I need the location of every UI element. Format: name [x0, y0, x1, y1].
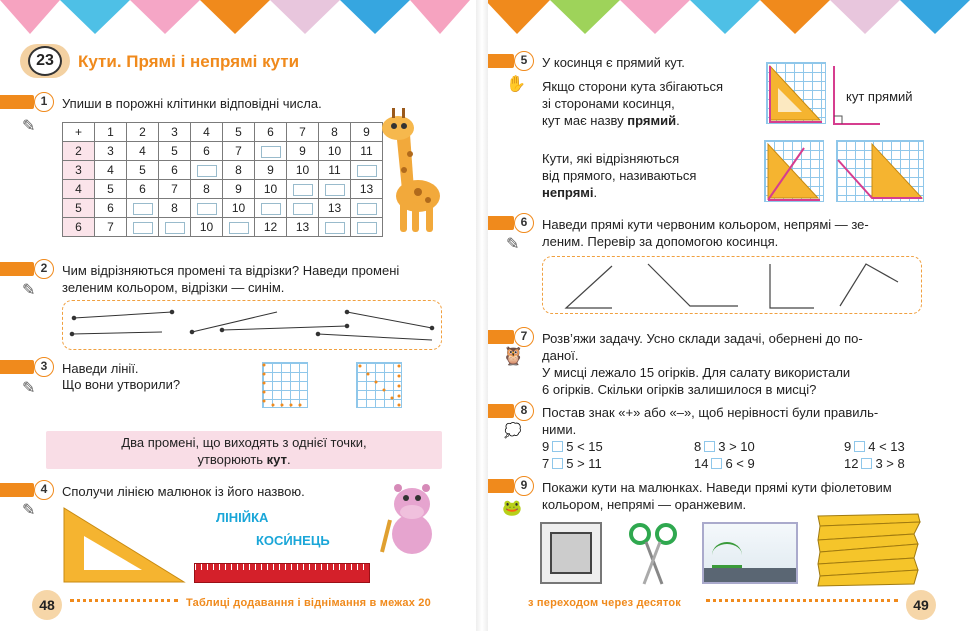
- table-cell: 13: [319, 199, 351, 218]
- task8-line2: ними.: [542, 422, 577, 437]
- scissors-illustration[interactable]: [628, 522, 678, 586]
- task3-line1: Наведи лінії.: [62, 361, 139, 376]
- task6-line1: Наведи прямі кути червоним кольором, непрямі — зе-: [542, 217, 869, 232]
- answer-box[interactable]: [293, 184, 313, 196]
- task8-line1: Постав знак «+» або «–», щоб нерівності були правиль-: [542, 405, 879, 420]
- aquarium-gravel: [704, 568, 796, 582]
- table-header-cell: 2: [127, 123, 159, 142]
- task7-line3: У мисці лежало 15 огірків. Для салату використали: [542, 365, 851, 380]
- table-empty-cell[interactable]: [255, 142, 287, 161]
- task3-line2: Що вони утворили?: [62, 377, 181, 392]
- table-cell: 10: [191, 218, 223, 237]
- ineq-a: 8: [694, 439, 702, 454]
- table-cell: 9: [287, 142, 319, 161]
- table-row-header: 6: [63, 218, 95, 237]
- inequality-1[interactable]: [542, 438, 603, 455]
- table-row-header: 2: [63, 142, 95, 161]
- task5-text: кут має назву: [542, 113, 628, 128]
- table-empty-cell[interactable]: [191, 199, 223, 218]
- answer-box[interactable]: [293, 203, 313, 215]
- table-empty-cell[interactable]: [159, 218, 191, 237]
- table-cell: 10: [287, 161, 319, 180]
- answer-box[interactable]: [325, 184, 345, 196]
- footer-dots-right: [706, 596, 898, 602]
- set-square-non-right-1: [764, 140, 824, 202]
- ineq-a: 9: [844, 439, 852, 454]
- table-cell: 7: [159, 180, 191, 199]
- sign-box[interactable]: [552, 441, 563, 452]
- task1-text: Упиши в порожні клітинки відповідні числа.: [62, 96, 322, 111]
- rays-segments-drawing[interactable]: [62, 300, 442, 350]
- picture-inner: [550, 532, 592, 574]
- task5-dot2: .: [593, 185, 598, 200]
- angle-dots-1: [262, 362, 308, 408]
- page-gutter: [476, 0, 488, 631]
- term-non-right: непрямі: [542, 185, 594, 200]
- pencil-icon: ✎: [22, 118, 36, 135]
- table-cell: 9: [223, 180, 255, 199]
- table-empty-cell[interactable]: [127, 218, 159, 237]
- table-cell: 8: [223, 161, 255, 180]
- table-empty-cell[interactable]: [191, 161, 223, 180]
- addition-table: [62, 122, 383, 237]
- table-cell: 6: [191, 142, 223, 161]
- task9-number: 9: [514, 476, 534, 496]
- task9-line1: Покажи кути на малюнках. Наведи прямі кути фіолетовим: [542, 480, 892, 495]
- inequality-3[interactable]: [694, 438, 755, 455]
- owl-icon: 🦉: [502, 346, 525, 366]
- task4-number: 4: [34, 480, 54, 500]
- task1-number: 1: [34, 92, 54, 112]
- table-empty-cell[interactable]: [223, 218, 255, 237]
- frog-icon: 🐸: [502, 500, 522, 517]
- table-empty-cell[interactable]: [127, 199, 159, 218]
- table-header-cell: 6: [255, 123, 287, 142]
- table-cell: 4: [95, 161, 127, 180]
- ineq-b: 4 < 13: [868, 439, 905, 454]
- task6-number: 6: [514, 213, 534, 233]
- task5-bar: [488, 54, 514, 68]
- table-cell: 11: [319, 161, 351, 180]
- table-row-header: 4: [63, 180, 95, 199]
- sign-box[interactable]: [552, 458, 563, 469]
- task5-line7: [542, 184, 597, 201]
- inequality-4[interactable]: [694, 455, 755, 472]
- pencil-icon: ✎: [22, 282, 36, 299]
- table-corner: +: [63, 123, 95, 142]
- ineq-b: 5 > 11: [566, 456, 602, 471]
- word-set-square[interactable]: КОСИ́НЕЦЬ: [256, 533, 330, 548]
- table-row-header: 3: [63, 161, 95, 180]
- ineq-b: 3 > 10: [718, 439, 755, 454]
- footer-text-left: Таблиці додавання і віднімання в межах 20: [186, 597, 431, 609]
- definition-dot: .: [286, 452, 291, 467]
- sign-box[interactable]: [854, 441, 865, 452]
- ineq-a: 14: [694, 456, 709, 471]
- table-cell: 7: [95, 218, 127, 237]
- set-square-right-angle: [766, 62, 826, 124]
- set-square-illustration[interactable]: [62, 506, 188, 584]
- sign-box[interactable]: [711, 458, 722, 469]
- task5-line1: У косинця є прямий кут.: [542, 55, 685, 70]
- set-square-non-right-2: [836, 140, 924, 202]
- table-header-cell: 7: [287, 123, 319, 142]
- table-header-cell: 4: [191, 123, 223, 142]
- task6-bar: [488, 216, 514, 230]
- task7-line4: 6 огірків. Скільки огірків залишилося в мисці?: [542, 382, 817, 397]
- right-angle-label: кут прямий: [846, 89, 913, 104]
- page-number-right: 49: [906, 590, 936, 620]
- ineq-a: 9: [542, 439, 550, 454]
- definition-term: кут: [266, 452, 287, 467]
- angle-dots-2: [356, 362, 402, 408]
- inequality-5[interactable]: [844, 438, 905, 455]
- task2-number: 2: [34, 259, 54, 279]
- table-empty-cell[interactable]: [255, 199, 287, 218]
- task8-bar: [488, 404, 514, 418]
- task4-text: Сполучи лінією малюнок із його назвою.: [62, 484, 305, 499]
- task5-dot: .: [676, 113, 680, 128]
- task5-line4: [542, 112, 680, 129]
- hippo-illustration: [380, 480, 440, 556]
- table-cell: 10: [319, 142, 351, 161]
- task7-line2: даної.: [542, 348, 579, 363]
- aquarium-plant: [712, 542, 742, 568]
- table-cell: 8: [191, 180, 223, 199]
- task9-line2: кольором, непрямі — оранжевим.: [542, 497, 747, 512]
- task7-line1: Розв’яжи задачу. Усно склади задачі, обернені до по-: [542, 331, 863, 346]
- word-ruler[interactable]: ЛІНІЙКА: [216, 510, 269, 525]
- task3-number: 3: [34, 357, 54, 377]
- inequality-2[interactable]: [542, 455, 602, 472]
- table-header-cell: 5: [223, 123, 255, 142]
- page-number-left: 48: [32, 590, 62, 620]
- task7-number: 7: [514, 327, 534, 347]
- table-cell: 5: [95, 180, 127, 199]
- table-cell: 11: [351, 142, 383, 161]
- sign-box[interactable]: [861, 458, 872, 469]
- table-cell: 4: [127, 142, 159, 161]
- table-cell: 13: [287, 218, 319, 237]
- table-empty-cell[interactable]: [287, 180, 319, 199]
- answer-box[interactable]: [325, 222, 345, 234]
- pencil-icon: ✎: [506, 236, 520, 253]
- task9-bar: [488, 479, 514, 493]
- task5-line6: від прямого, називаються: [542, 168, 697, 183]
- ineq-b: 3 > 8: [875, 456, 905, 471]
- table-header-cell: 3: [159, 123, 191, 142]
- ineq-b: 6 < 9: [725, 456, 755, 471]
- ineq-a: 12: [844, 456, 859, 471]
- task8-number: 8: [514, 401, 534, 421]
- table-cell: 10: [255, 180, 287, 199]
- table-cell: 10: [223, 199, 255, 218]
- task2-bar: [0, 262, 34, 276]
- table-cell: 9: [255, 161, 287, 180]
- task5-line5: Кути, які відрізняються: [542, 151, 680, 166]
- footer-text-right: з переходом через десяток: [528, 597, 681, 609]
- table-empty-cell[interactable]: [319, 218, 351, 237]
- table-header-cell: 9: [351, 123, 383, 142]
- sign-box[interactable]: [704, 441, 715, 452]
- definition-line2: [46, 451, 442, 468]
- right-angle-symbol: [826, 62, 882, 128]
- table-empty-cell[interactable]: [287, 199, 319, 218]
- task5-line2: Якщо сторони кута збігаються: [542, 79, 724, 94]
- ineq-b: 5 < 15: [566, 439, 603, 454]
- table-cell: 5: [127, 161, 159, 180]
- table-cell: 6: [159, 161, 191, 180]
- task5-line3: зі сторонами косинця,: [542, 96, 675, 111]
- definition-text: утворюють: [197, 452, 267, 467]
- table-cell: 6: [127, 180, 159, 199]
- task3-bar: [0, 360, 34, 374]
- lesson-number: 23: [28, 46, 62, 76]
- table-cell: 7: [223, 142, 255, 161]
- answer-box[interactable]: [197, 165, 217, 177]
- pencil-icon: ✎: [22, 502, 36, 519]
- table-cell: 8: [159, 199, 191, 218]
- table-empty-cell[interactable]: [319, 180, 351, 199]
- task4-bar: [0, 483, 34, 497]
- pencil-icon: ✎: [22, 380, 36, 397]
- table-row-header: 5: [63, 199, 95, 218]
- table-cell: 3: [95, 142, 127, 161]
- lesson-title: Кути. Прямі і непрямі кути: [78, 52, 300, 71]
- answer-box[interactable]: [261, 146, 281, 158]
- answer-box[interactable]: [133, 222, 153, 234]
- definition-line1: Два промені, що виходять з однієї точки,: [121, 435, 367, 450]
- task6-line2: леним. Перевір за допомогою косинця.: [542, 234, 779, 249]
- table-cell: 5: [159, 142, 191, 161]
- term-right: прямий: [627, 113, 677, 128]
- answer-box[interactable]: [261, 203, 281, 215]
- answer-box[interactable]: [165, 222, 185, 234]
- inequality-6[interactable]: [844, 455, 905, 472]
- task5-number: 5: [514, 51, 534, 71]
- answer-box[interactable]: [133, 203, 153, 215]
- ineq-a: 7: [542, 456, 550, 471]
- table-header-cell: 8: [319, 123, 351, 142]
- answer-box[interactable]: [229, 222, 249, 234]
- hand-icon: ✋: [506, 76, 526, 93]
- giraffe-illustration: [374, 104, 450, 236]
- footer-dots-left: [70, 596, 178, 602]
- task1-bar: [0, 95, 34, 109]
- task2-line1: Чим відрізняються промені та відрізки? Наведи промені: [62, 263, 400, 278]
- task2-line2: зеленим кольором, відрізки — синім.: [62, 280, 285, 295]
- task7-bar: [488, 330, 514, 344]
- table-cell: 12: [255, 218, 287, 237]
- answer-box[interactable]: [197, 203, 217, 215]
- thought-bubble-icon: 💭: [504, 422, 522, 438]
- table-cell: 13: [351, 180, 383, 199]
- table-header-cell: 1: [95, 123, 127, 142]
- ruler-illustration[interactable]: [194, 563, 370, 583]
- folding-ruler-illustration[interactable]: [814, 510, 924, 588]
- table-cell: 6: [95, 199, 127, 218]
- angles-drawing[interactable]: [542, 256, 922, 314]
